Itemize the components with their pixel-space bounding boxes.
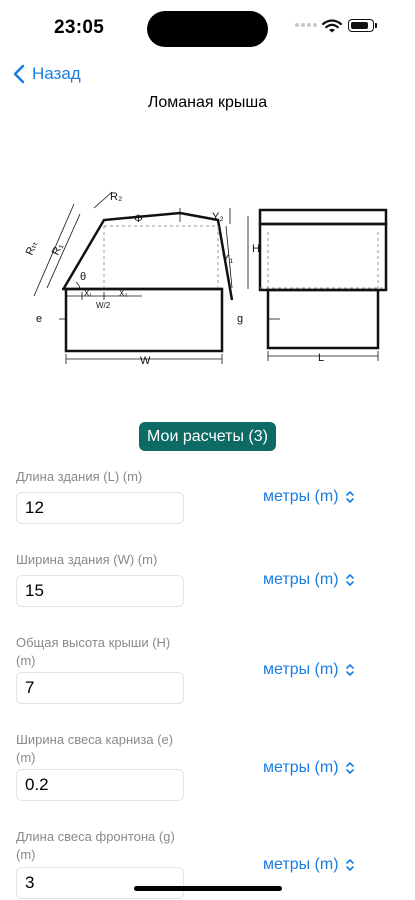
eave-overhang-label: Ширина свеса карниза (e) (m): [16, 732, 174, 765]
chevron-up-down-icon: [345, 663, 355, 677]
status-time: 23:05: [54, 17, 105, 38]
wifi-icon: [322, 19, 342, 33]
back-label: Назад: [32, 64, 81, 83]
gable-overhang-input[interactable]: [16, 867, 184, 899]
chevron-up-down-icon: [345, 761, 355, 775]
dynamic-island: [147, 11, 268, 47]
eave-overhang-input[interactable]: [16, 769, 184, 801]
back-button[interactable]: [10, 62, 81, 86]
chevron-up-down-icon: [345, 573, 355, 587]
gable-overhang-unit-select[interactable]: [263, 854, 355, 876]
home-indicator[interactable]: [134, 886, 282, 891]
chevron-left-icon: [10, 62, 30, 86]
building-width-label: Ширина здания (W) (m): [16, 552, 158, 567]
g-label: g: [237, 313, 244, 325]
battery-icon: [348, 19, 374, 32]
roof-height-unit-select[interactable]: [263, 659, 355, 681]
page-title: Ломаная крыша: [147, 94, 268, 111]
roof-height-label: Общая высота крыши (H) (m): [16, 635, 171, 668]
building-length-input[interactable]: [16, 492, 184, 524]
eave-overhang-unit-select[interactable]: [263, 757, 355, 779]
chevron-up-down-icon: [345, 858, 355, 872]
unit-label: метры (m): [263, 661, 339, 678]
building-length-unit-select[interactable]: [263, 486, 355, 508]
building-width-unit-select[interactable]: [263, 569, 355, 591]
building-length-label: Длина здания (L) (m): [16, 469, 143, 484]
phi-label: Φ: [134, 213, 143, 225]
gable-overhang-label: Длина свеса фронтона (g) (m): [16, 829, 175, 862]
my-calculations-button[interactable]: Мои расчеты (3): [139, 422, 276, 451]
y1-label: Y₁: [222, 253, 234, 265]
l-label: L: [318, 352, 325, 364]
r2-label: R₂: [110, 191, 123, 203]
cellular-signal-icon: [295, 20, 319, 30]
w-label: W: [140, 355, 151, 367]
x1-label: X₁: [84, 289, 93, 298]
unit-label: метры (m): [263, 759, 339, 776]
roof-height-input[interactable]: [16, 672, 184, 704]
e-label: e: [36, 313, 43, 325]
gambrel-roof-diagram: [22, 178, 394, 374]
status-bar: [0, 0, 415, 56]
w-half-label: W/2: [96, 301, 111, 310]
h-label: H: [252, 243, 260, 255]
r1-label: R₁: [49, 241, 66, 258]
theta-label: θ: [80, 271, 87, 283]
chevron-up-down-icon: [345, 490, 355, 504]
x2-label: X₂: [119, 289, 128, 298]
y2-label: Y₂: [212, 211, 224, 223]
r-total-label: Rₜₜ: [23, 239, 41, 258]
building-width-input[interactable]: [16, 575, 184, 607]
unit-label: метры (m): [263, 571, 339, 588]
unit-label: метры (m): [263, 856, 339, 873]
battery-level: [351, 22, 368, 29]
unit-label: метры (m): [263, 488, 339, 505]
